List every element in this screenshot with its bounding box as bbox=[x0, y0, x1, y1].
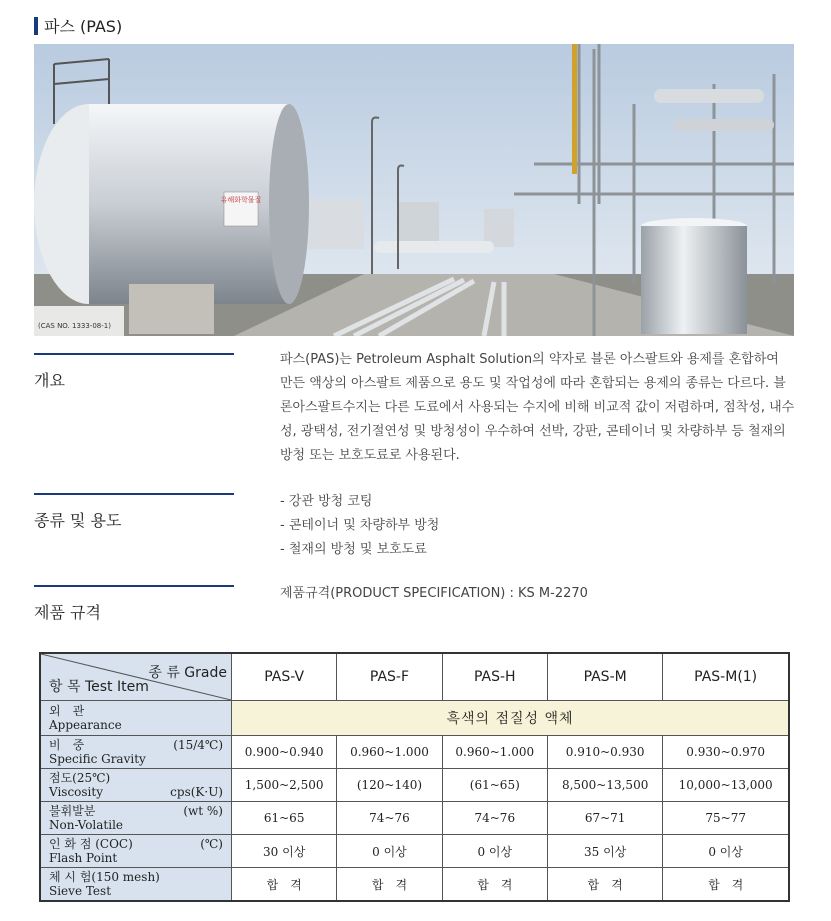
row-label-en: Appearance bbox=[49, 718, 122, 732]
section-heading-text: 개요 bbox=[34, 371, 65, 390]
row-label-ko: 비 중 bbox=[49, 738, 85, 752]
table-cell: 1,500~2,500 bbox=[232, 769, 337, 802]
table-cell: 0 이상 bbox=[663, 835, 789, 868]
tank-sign-text: 유해화학물질 bbox=[220, 196, 262, 204]
table-cell: 0.900~0.940 bbox=[232, 736, 337, 769]
overview-paragraph: 파스(PAS)는 Petroleum Asphalt Solution의 약자로 블론 아스팔트와 용제를 혼합하여 만든 액상의 아스팔트 제품으로 용도 및 작업성에 따라 혼합되는 용제의 종류는 다르다. 블론아스팔트수지는 다른 도료에서 사용되는 수지에 비해 비교적 값이 저렴하며, 점착성, 내수성, 광택성, 전기절연성 및 방청성이 우수하여 선박, 강판, 콘테이너 및 차량하부 등 철재의 방청 또는 보호도료로 사용된다. bbox=[280, 352, 795, 463]
row-unit2: cps(K·U) bbox=[170, 785, 223, 799]
table-row bbox=[40, 802, 789, 835]
table-cell: 8,500~13,500 bbox=[547, 769, 662, 802]
table-cell: 10,000~13,000 bbox=[663, 769, 789, 802]
table-corner-cell bbox=[40, 653, 232, 701]
section-usage-heading bbox=[34, 493, 234, 531]
usage-item: - 콘테이너 및 차량하부 방청 bbox=[280, 518, 440, 533]
grade-header: PAS-H bbox=[442, 653, 547, 701]
section-overview-heading bbox=[34, 353, 234, 391]
section-heading-text: 제품 규격 bbox=[34, 603, 101, 622]
table-cell: (61~65) bbox=[442, 769, 547, 802]
table-cell: 0.910~0.930 bbox=[547, 736, 662, 769]
section-spec-body bbox=[280, 582, 795, 606]
table-cell: 30 이상 bbox=[232, 835, 337, 868]
row-label bbox=[40, 835, 232, 868]
row-label-ko: 외 관 bbox=[49, 704, 85, 718]
corner-grade-label: 종 류 Grade bbox=[148, 665, 227, 681]
table-cell: 61~65 bbox=[232, 802, 337, 835]
title-marker bbox=[34, 17, 38, 35]
table-cell: 35 이상 bbox=[547, 835, 662, 868]
appearance-value: 흑색의 점질성 액체 bbox=[232, 701, 790, 736]
table-cell: 0 이상 bbox=[442, 835, 547, 868]
table-cell: 74~76 bbox=[337, 802, 442, 835]
corner-item-label: 항 목 Test Item bbox=[49, 679, 149, 695]
page-title bbox=[34, 14, 122, 37]
row-unit: (℃) bbox=[200, 837, 223, 851]
table-cell: 0.960~1.000 bbox=[442, 736, 547, 769]
spec-standard-text: 제품규격(PRODUCT SPECIFICATION) : KS M-2270 bbox=[280, 586, 588, 601]
section-heading-text: 종류 및 용도 bbox=[34, 511, 122, 530]
table-cell: 75~77 bbox=[663, 802, 789, 835]
grade-header: PAS-M(1) bbox=[663, 653, 789, 701]
table-cell: 합 격 bbox=[232, 868, 337, 902]
row-label bbox=[40, 868, 232, 902]
usage-item: - 철재의 방청 및 보호도료 bbox=[280, 542, 427, 557]
row-label bbox=[40, 736, 232, 769]
row-label-en: Viscosity bbox=[49, 785, 103, 799]
section-usage-body bbox=[280, 490, 795, 562]
row-label bbox=[40, 769, 232, 802]
row-label-en: Sieve Test bbox=[49, 884, 112, 898]
refinery-photo bbox=[34, 44, 794, 336]
row-unit: (15/4℃) bbox=[173, 738, 223, 752]
usage-item: - 강관 방청 코팅 bbox=[280, 494, 373, 509]
row-label-en: Non-Volatile bbox=[49, 818, 124, 832]
row-label-en: Specific Gravity bbox=[49, 752, 146, 766]
row-label-ko: 불휘발분 bbox=[49, 804, 96, 818]
grade-header: PAS-M bbox=[547, 653, 662, 701]
table-cell: (120~140) bbox=[337, 769, 442, 802]
grade-header: PAS-F bbox=[337, 653, 442, 701]
table-cell: 74~76 bbox=[442, 802, 547, 835]
table-row bbox=[40, 835, 789, 868]
section-overview-body bbox=[280, 348, 795, 468]
page-title-text: 파스 (PAS) bbox=[44, 17, 123, 36]
table-cell: 0.960~1.000 bbox=[337, 736, 442, 769]
table-row bbox=[40, 769, 789, 802]
row-label bbox=[40, 701, 232, 736]
section-spec-heading bbox=[34, 585, 234, 623]
table-cell: 0 이상 bbox=[337, 835, 442, 868]
table-row bbox=[40, 868, 789, 902]
row-label-en: Flash Point bbox=[49, 851, 118, 865]
grade-header: PAS-V bbox=[232, 653, 337, 701]
table-cell: 합 격 bbox=[337, 868, 442, 902]
table-cell: 합 격 bbox=[547, 868, 662, 902]
table-row bbox=[40, 701, 789, 736]
plate-text: (CAS NO. 1333-08-1) bbox=[38, 322, 111, 330]
row-label-ko: 점도(25℃) bbox=[49, 771, 111, 785]
table-row bbox=[40, 736, 789, 769]
table-cell: 0.930~0.970 bbox=[663, 736, 789, 769]
table-cell: 합 격 bbox=[663, 868, 789, 902]
row-label-ko: 체 시 험(150 mesh) bbox=[49, 870, 160, 884]
row-label-ko: 인 화 점 (COC) bbox=[49, 837, 133, 851]
spec-table bbox=[39, 652, 790, 902]
table-cell: 합 격 bbox=[442, 868, 547, 902]
row-unit: (wt %) bbox=[183, 804, 223, 818]
table-header-row bbox=[40, 653, 789, 701]
row-label bbox=[40, 802, 232, 835]
table-cell: 67~71 bbox=[547, 802, 662, 835]
